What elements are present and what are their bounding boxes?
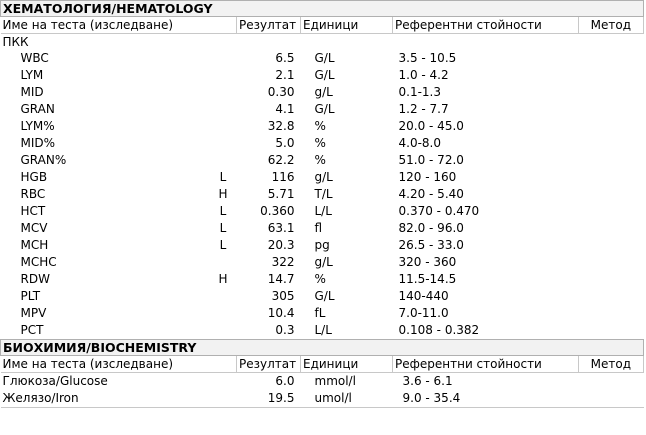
hematology-column-headers [1, 17, 644, 34]
test-name: MCHC [20, 255, 57, 269]
group-label: ПКК [2, 35, 29, 49]
result-value: 305 [271, 289, 295, 303]
flag [210, 288, 237, 305]
table-row [1, 203, 644, 220]
method [579, 118, 644, 135]
header-result: Резултат [237, 356, 301, 373]
unit: % [314, 153, 326, 167]
result-value: 2.1 [275, 68, 295, 82]
test-name: MCH [20, 238, 49, 252]
method [579, 84, 644, 101]
flag [210, 135, 237, 152]
reference-range: 140-440 [398, 289, 449, 303]
result-value: 5.71 [267, 187, 295, 201]
result-value: 4.1 [275, 102, 295, 116]
method [579, 254, 644, 271]
reference-range: 3.6 - 6.1 [402, 374, 453, 388]
result-value: 6.5 [275, 51, 295, 65]
flag: L [219, 221, 227, 235]
flag [210, 373, 237, 391]
result-value: 0.3 [275, 323, 295, 337]
table-row [1, 169, 644, 186]
method [579, 203, 644, 220]
header-result: Резултат [237, 17, 301, 34]
reference-range: 320 - 360 [398, 255, 457, 269]
result-value: 0.30 [267, 85, 295, 99]
method [579, 322, 644, 340]
unit: g/L [314, 85, 333, 99]
table-row [1, 271, 644, 288]
method [579, 186, 644, 203]
table-row [1, 220, 644, 237]
flag: H [218, 187, 228, 201]
unit: g/L [314, 170, 333, 184]
flag [210, 305, 237, 322]
reference-range: 4.20 - 5.40 [398, 187, 464, 201]
flag [210, 390, 237, 408]
reference-range: 0.1-1.3 [398, 85, 441, 99]
flag [210, 67, 237, 84]
hematology-title: ХЕМАТОЛОГИЯ/HEMATOLOGY [1, 1, 644, 17]
table-row [1, 237, 644, 254]
table-row [1, 152, 644, 169]
table-row [1, 288, 644, 305]
reference-range: 0.108 - 0.382 [398, 323, 480, 337]
unit: G/L [314, 289, 335, 303]
unit: T/L [314, 187, 333, 201]
result-value: 14.7 [267, 272, 295, 286]
test-name: WBC [20, 51, 49, 65]
flag: L [219, 204, 227, 218]
result-value: 0.360 [260, 204, 295, 218]
flag [210, 50, 237, 67]
biochemistry-title: БИОХИМИЯ/BIOCHEMISTRY [1, 340, 644, 356]
flag [210, 84, 237, 101]
unit: G/L [314, 68, 335, 82]
result-value: 10.4 [267, 306, 295, 320]
test-name: PCT [20, 323, 44, 337]
test-name: MPV [20, 306, 47, 320]
unit: L/L [314, 204, 332, 218]
method [579, 101, 644, 118]
test-name: LYM [20, 68, 44, 82]
header-units: Единици [301, 17, 393, 34]
flag [210, 254, 237, 271]
unit: G/L [314, 51, 335, 65]
method [579, 373, 644, 391]
table-row [1, 135, 644, 152]
test-name: MCV [20, 221, 48, 235]
result-value: 5.0 [275, 136, 295, 150]
test-name: MID [20, 85, 44, 99]
unit: % [314, 272, 326, 286]
table-row [1, 390, 644, 408]
flag: L [219, 238, 227, 252]
result-value: 63.1 [267, 221, 295, 235]
unit: G/L [314, 102, 335, 116]
test-name: GRAN% [20, 153, 67, 167]
method [579, 390, 644, 408]
test-name: HGB [20, 170, 48, 184]
table-row [1, 101, 644, 118]
method [579, 237, 644, 254]
reference-range: 26.5 - 33.0 [398, 238, 464, 252]
table-row [1, 305, 644, 322]
reference-range: 20.0 - 45.0 [398, 119, 464, 133]
result-value: 32.8 [267, 119, 295, 133]
unit: % [314, 119, 326, 133]
flag [210, 152, 237, 169]
method [579, 305, 644, 322]
flag: H [218, 272, 228, 286]
result-value: 19.5 [237, 390, 301, 408]
flag [210, 322, 237, 340]
reference-range: 82.0 - 96.0 [398, 221, 464, 235]
method [579, 50, 644, 67]
reference-range: 7.0-11.0 [398, 306, 449, 320]
unit: umol/l [301, 390, 393, 408]
unit: mmol/l [314, 374, 356, 388]
unit: L/L [314, 323, 332, 337]
header-method: Метод [579, 17, 644, 34]
method [579, 67, 644, 84]
result-value: 6.0 [275, 374, 295, 388]
flag [210, 118, 237, 135]
method [579, 135, 644, 152]
table-row [1, 84, 644, 101]
test-name: RBC [20, 187, 46, 201]
reference-range: 0.370 - 0.470 [398, 204, 480, 218]
method [579, 169, 644, 186]
unit: pg [314, 238, 330, 252]
header-units: Единици [301, 356, 393, 373]
test-name: Глюкоза/Glucose [2, 374, 108, 388]
test-name: HCT [20, 204, 46, 218]
method [579, 220, 644, 237]
test-name: MID% [20, 136, 56, 150]
result-value: 116 [271, 170, 295, 184]
table-row [1, 373, 644, 391]
header-test-name: Име на теста (изследване) [1, 17, 237, 34]
method [579, 271, 644, 288]
unit: fL [314, 306, 326, 320]
header-method: Метод [579, 356, 644, 373]
reference-range: 3.5 - 10.5 [398, 51, 457, 65]
table-row [1, 67, 644, 84]
table-row [1, 186, 644, 203]
test-name: GRAN [20, 102, 55, 116]
test-name: PLT [20, 289, 41, 303]
reference-range: 4.0-8.0 [398, 136, 441, 150]
table-row [1, 118, 644, 135]
result-value: 20.3 [267, 238, 295, 252]
method [579, 288, 644, 305]
hematology-section-header [1, 1, 644, 17]
table-row [1, 254, 644, 271]
header-test-name: Име на теста (изследване) [1, 356, 237, 373]
result-value: 322 [271, 255, 295, 269]
flag: L [219, 170, 227, 184]
header-reference: Референтни стойности [393, 17, 579, 34]
reference-range: 1.0 - 4.2 [398, 68, 449, 82]
test-name: RDW [20, 272, 50, 286]
reference-range: 9.0 - 35.4 [393, 390, 579, 408]
biochemistry-section-header [1, 340, 644, 356]
reference-range: 51.0 - 72.0 [398, 153, 464, 167]
reference-range: 11.5-14.5 [398, 272, 457, 286]
unit: fl [314, 221, 323, 235]
table-row [1, 322, 644, 340]
unit: g/L [314, 255, 333, 269]
test-name: LYM% [20, 119, 55, 133]
unit: % [314, 136, 326, 150]
table-row [1, 50, 644, 67]
reference-range: 120 - 160 [398, 170, 457, 184]
flag [210, 101, 237, 118]
result-value: 62.2 [267, 153, 295, 167]
header-reference: Референтни стойности [393, 356, 579, 373]
test-name: Желязо/Iron [1, 390, 210, 408]
biochemistry-column-headers [1, 356, 644, 373]
method [579, 152, 644, 169]
group-row-pkk [1, 34, 644, 51]
reference-range: 1.2 - 7.7 [398, 102, 449, 116]
